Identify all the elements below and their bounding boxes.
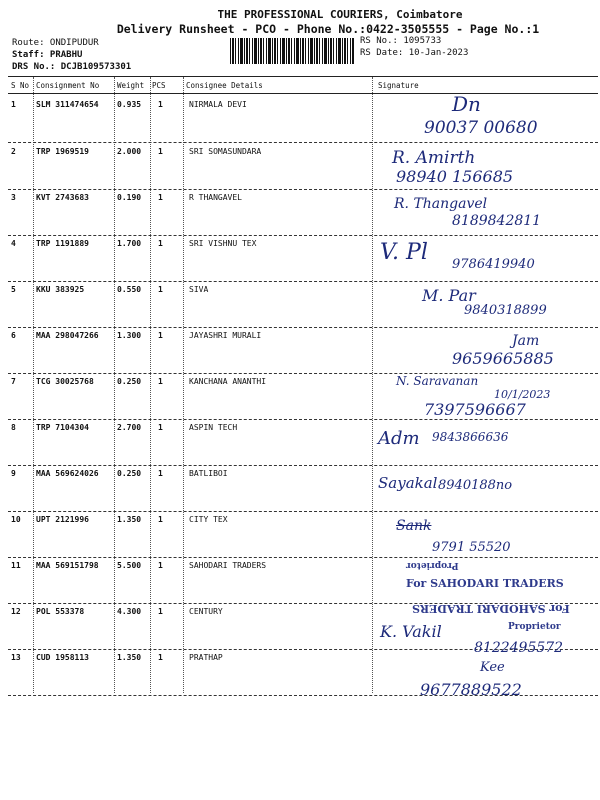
signature-phone: 98940 156685 [396,167,514,186]
signature: R. Amirth [392,148,476,168]
row-consignee-name: CENTURY [189,607,223,616]
stamp-proprietor: Proprietor [508,622,561,632]
signature-date: 10/1/2023 [494,388,551,401]
row-weight: 2.000 [117,147,142,156]
col-signature: Signature [378,81,419,90]
row-consignee-name: JAYASHRI MURALI [189,331,262,340]
row-sno: 10 [11,515,21,524]
row-divider [8,189,598,190]
row-consignment-no: POL 553378 [36,607,85,616]
row-divider [8,235,598,236]
row-consignment-no: KKU 383925 [36,285,85,294]
row-sno: 12 [11,607,21,616]
signature-phone: 9786419940 [452,257,535,272]
row-pcs: 1 [158,193,163,202]
drs-number: DRS No.: DCJB109573301 [12,62,132,72]
col-separator [372,77,373,693]
row-pcs: 1 [158,469,163,478]
row-sno: 2 [11,147,16,156]
row-divider [8,419,598,420]
signature-phone: 9677889522 [420,680,522,699]
row-pcs: 1 [158,515,163,524]
row-weight: 1.350 [117,515,142,524]
col-separator [150,77,151,693]
rs-date: RS Date: 10-Jan-2023 [360,48,469,58]
row-sno: 5 [11,285,16,294]
row-sno: 8 [11,423,16,432]
row-consignment-no: CUD 1958113 [36,653,89,662]
stamp-proprietor: Proprietor [406,560,459,570]
row-divider [8,373,598,374]
row-consignment-no: TRP 1191889 [36,239,89,248]
col-separator [183,77,184,693]
row-pcs: 1 [158,100,163,109]
row-sno: 11 [11,561,21,570]
stamp-company: For SAHODARI TRADERS [406,577,564,590]
col-weight: Weight [117,81,145,90]
signature-phone: 8189842811 [452,213,542,229]
row-sno: 6 [11,331,16,340]
row-consignment-no: MAA 569151798 [36,561,99,570]
row-pcs: 1 [158,607,163,616]
col-separator [33,77,34,693]
row-consignment-no: SLM 311474654 [36,100,99,109]
row-pcs: 1 [158,147,163,156]
row-consignment-no: MAA 569624026 [36,469,99,478]
company-title: THE PROFESSIONAL COURIERS, Coimbatore [217,8,463,21]
row-divider [8,557,598,558]
row-consignee-name: SRI SOMASUNDARA [189,147,262,156]
header-rule-bottom [8,93,598,94]
row-divider [8,281,598,282]
signature-phone: 8122495572 [474,640,564,656]
row-sno: 1 [11,100,16,109]
row-divider [8,327,598,328]
signature: Kee [480,660,505,675]
signature: V. Pl [380,240,428,265]
row-consignment-no: UPT 2121996 [36,515,89,524]
row-weight: 2.700 [117,423,142,432]
row-consignment-no: TRP 1969519 [36,147,89,156]
row-sno: 9 [11,469,16,478]
row-sno: 7 [11,377,16,386]
col-consignee: Consignee Details [186,81,263,90]
row-consignee-name: R THANGAVEL [189,193,242,202]
staff-label: Staff: PRABHU [12,50,83,60]
row-consignee-name: SIVA [189,285,209,294]
row-weight: 1.700 [117,239,142,248]
row-consignment-no: KVT 2743683 [36,193,89,202]
signature: Jam [512,333,540,349]
signature: K. Vakil [380,622,442,641]
row-pcs: 1 [158,423,163,432]
row-consignment-no: TRP 7104304 [36,423,89,432]
row-weight: 0.250 [117,469,142,478]
signature: R. Thangavel [394,196,488,212]
row-divider [8,142,598,143]
signature: M. Par [422,286,476,305]
row-pcs: 1 [158,331,163,340]
row-consignment-no: TCG 30025768 [36,377,94,386]
row-weight: 5.500 [117,561,142,570]
col-sno: S No [11,81,30,90]
row-weight: 0.935 [117,100,142,109]
row-pcs: 1 [158,561,163,570]
row-pcs: 1 [158,653,163,662]
col-pcs: PCS [152,81,166,90]
row-consignment-no: MAA 298047266 [36,331,99,340]
barcode [230,38,354,64]
row-weight: 0.250 [117,377,142,386]
row-weight: 1.350 [117,653,142,662]
row-consignee-name: CITY TEX [189,515,228,524]
row-consignee-name: ASPIN TECH [189,423,238,432]
row-weight: 1.300 [117,331,142,340]
row-weight: 0.550 [117,285,142,294]
signature: N. Saravanan [396,374,479,388]
signature: Adm [378,428,420,449]
row-divider [8,465,598,466]
row-weight: 0.190 [117,193,142,202]
row-consignee-name: PRATHAP [189,653,223,662]
signature: Sayakal [378,474,438,492]
signature-phone: 8940188no [438,478,513,493]
signature-phone: 9791 55520 [432,540,511,555]
signature-phone: 9840318899 [464,303,547,318]
signature-phone: 9659665885 [452,349,554,368]
signature-phone: 9843866636 [432,430,509,444]
header-rule-top [8,76,598,77]
signature-phone: 90037 00680 [424,118,538,138]
row-pcs: 1 [158,377,163,386]
row-sno: 13 [11,653,21,662]
row-consignee-name: NIRMALA DEVI [189,100,247,109]
row-sno: 4 [11,239,16,248]
row-consignee-name: KANCHANA ANANTHI [189,377,267,386]
rs-number: RS No.: 1095733 [360,36,442,46]
row-consignee-name: SRI VISHNU TEX [189,239,257,248]
col-separator [114,77,115,693]
row-pcs: 1 [158,285,163,294]
row-sno: 3 [11,193,16,202]
row-weight: 4.300 [117,607,142,616]
signature-phone: 7397596667 [424,400,526,419]
runsheet-title: Delivery Runsheet - PCO - Phone No.:0422-3505555 - Page No.:1 [116,22,540,36]
row-consignee-name: SAHODARI TRADERS [189,561,267,570]
col-consignment: Consignment No [36,81,100,90]
signature: Sank [396,518,432,534]
row-divider [8,511,598,512]
route-label: Route: ONDIPUDUR [12,38,99,48]
row-pcs: 1 [158,239,163,248]
signature: Dn [452,92,481,116]
row-consignee-name: BATLIBOI [189,469,228,478]
stamp-company-inverted: For SAHODARI TRADERS [412,602,570,615]
